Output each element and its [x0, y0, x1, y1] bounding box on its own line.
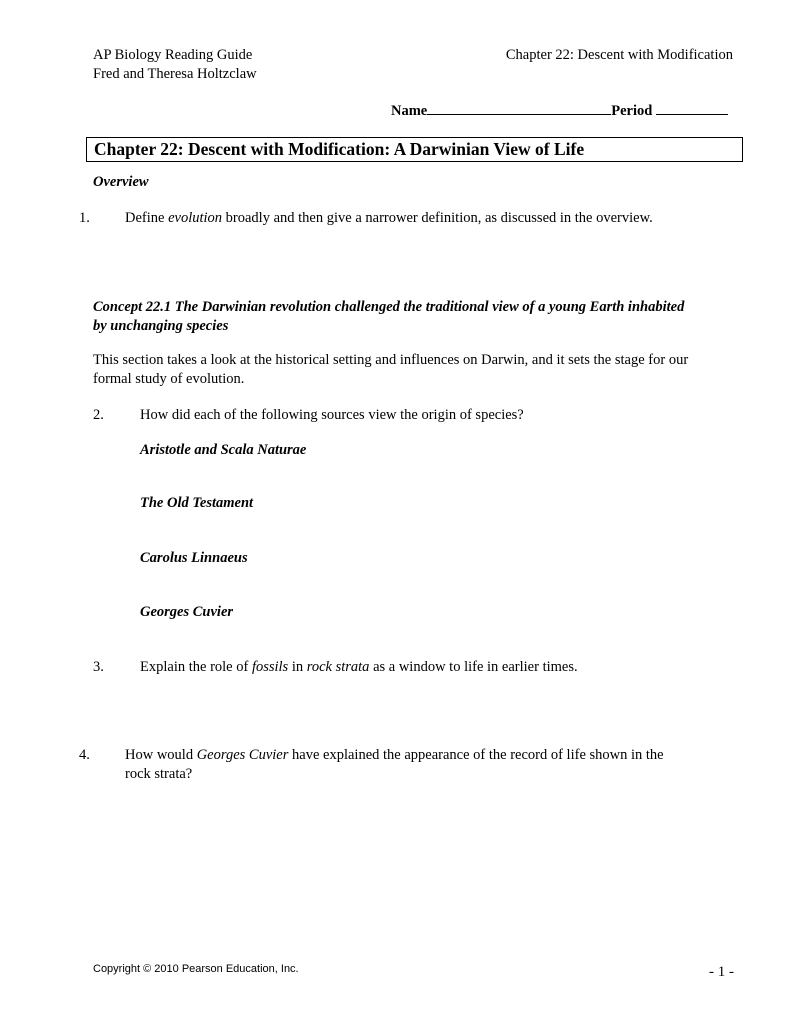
question-2-number: 2.	[93, 407, 104, 423]
chapter-short-title: Chapter 22: Descent with Modification	[505, 47, 733, 63]
term-georges-cuvier: Georges Cuvier	[196, 747, 289, 763]
question-4	[79, 746, 759, 786]
source-old-testament: The Old Testament	[140, 495, 254, 511]
term-evolution: evolution	[168, 210, 223, 226]
question-2-text: How did each of the following sources view the origin of species?	[140, 407, 524, 423]
name-blank[interactable]	[427, 100, 611, 115]
period-blank[interactable]	[656, 100, 728, 115]
guide-title: AP Biology Reading Guide	[93, 47, 253, 63]
header-left	[93, 46, 393, 84]
overview-heading: Overview	[93, 174, 149, 190]
name-label: Name	[391, 103, 428, 119]
question-4-text: How would Georges Cuvier have explained the appearance of the record of life shown in the rock strata?	[125, 747, 664, 782]
name-period-line	[391, 100, 728, 121]
page-number: - 1 -	[709, 964, 734, 980]
question-3-text: Explain the role of fossils in rock strata as a window to life in earlier times.	[140, 659, 578, 675]
concept-intro: This section takes a look at the historical setting and influences on Darwin, and it sets the stage for our formal study of evolution.	[93, 352, 689, 387]
source-aristotle: Aristotle and Scala Naturae	[140, 442, 307, 458]
question-3	[93, 658, 753, 678]
source-cuvier: Georges Cuvier	[140, 604, 234, 620]
term-fossils: fossils	[251, 659, 289, 675]
concept-heading: Concept 22.1 The Darwinian revolution challenged the traditional view of a young Earth inhabited by unchanging species	[93, 299, 685, 334]
term-rock-strata: rock strata	[306, 659, 370, 675]
period-label: Period	[611, 103, 653, 119]
chapter-title-box	[86, 137, 743, 162]
question-1-number: 1.	[79, 210, 90, 226]
chapter-title: Chapter 22: Descent with Modification: A Darwinian View of Life	[94, 139, 585, 159]
question-1-text: Define evolution broadly and then give a narrower definition, as discussed in the overview.	[125, 210, 653, 226]
question-4-number: 4.	[79, 747, 90, 763]
source-linnaeus: Carolus Linnaeus	[140, 550, 248, 566]
question-2	[93, 406, 753, 426]
copyright-notice: Copyright © 2010 Pearson Education, Inc.	[93, 963, 299, 975]
question-3-number: 3.	[93, 659, 104, 675]
authors: Fred and Theresa Holtzclaw	[93, 66, 257, 82]
